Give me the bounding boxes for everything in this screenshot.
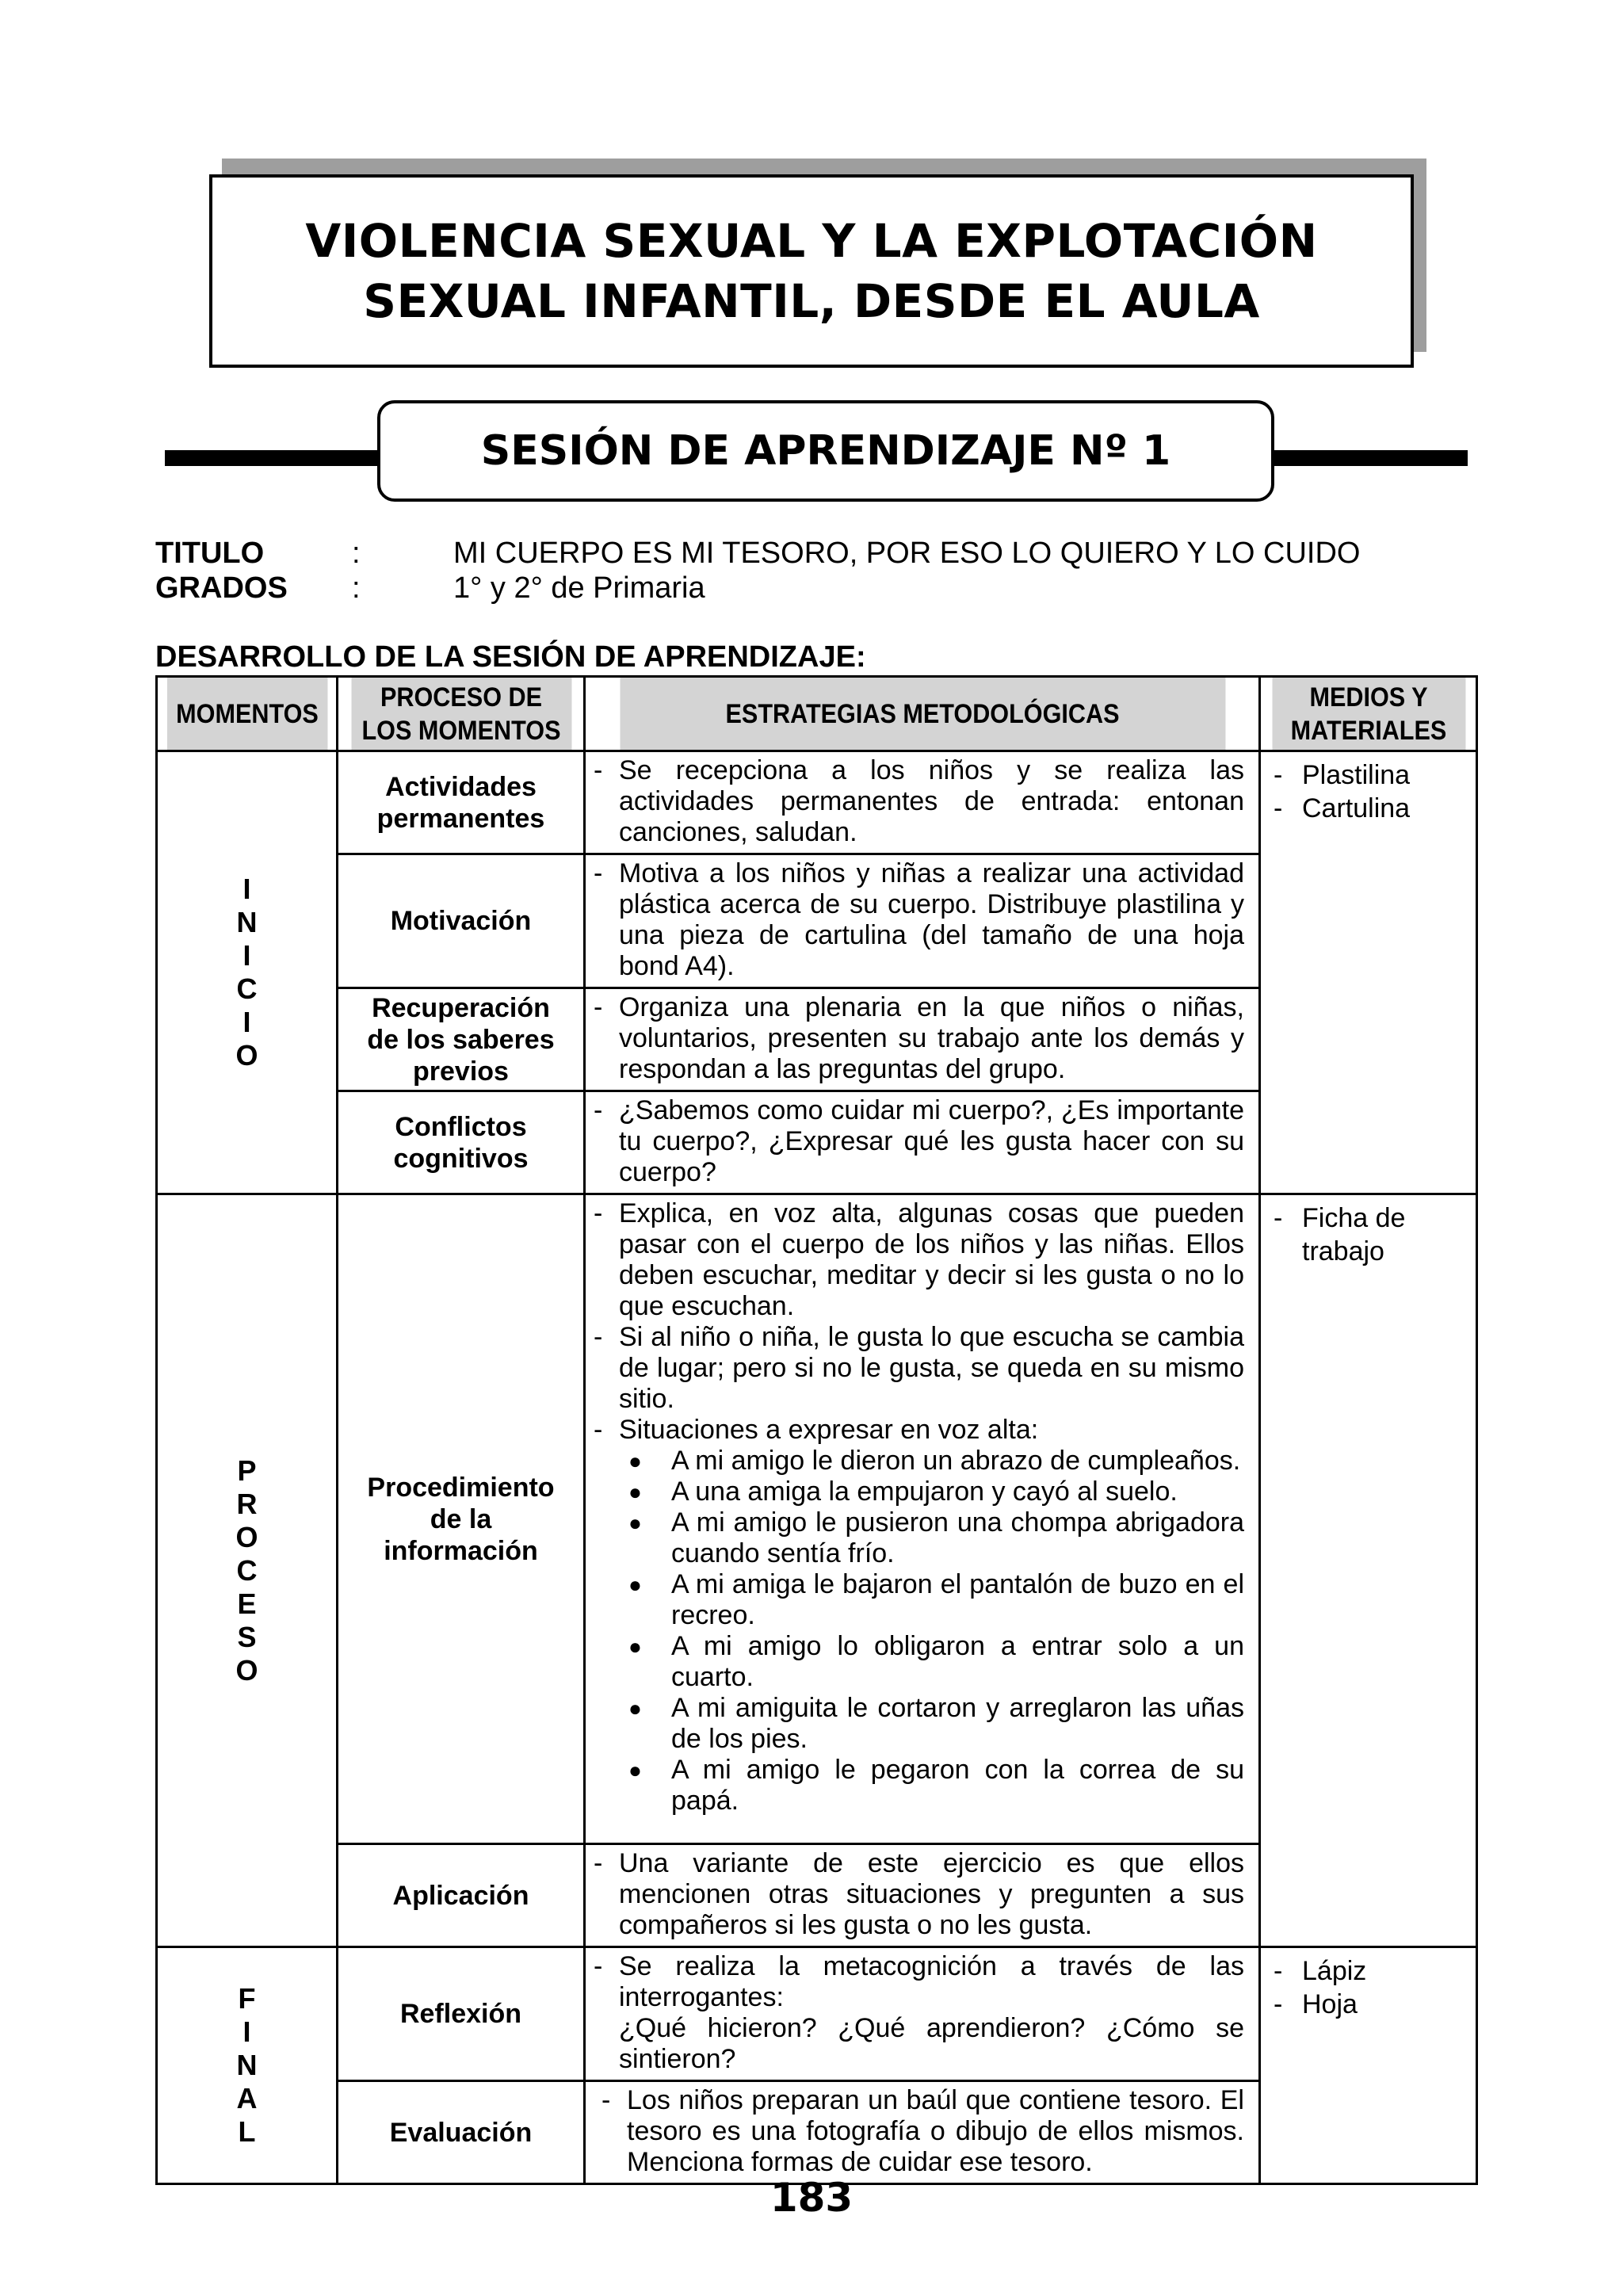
strategy-text: Organiza una plenaria en la que niños o niñas, voluntarios, presenten su trabajo ante los demás y respondan a las preguntas del grupo. [619,992,1244,1084]
header-proceso-line-1: PROCESO DE [380,682,542,712]
process-evaluacion [338,2081,585,2184]
document-title-line-2: SEXUAL INFANTIL, DESDE EL AULA [363,274,1260,328]
moment-letter: A [236,2082,258,2115]
grados-value: 1° y 2° de Primaria [453,571,705,605]
session-label-box [377,400,1274,502]
moment-letter: P [237,1454,257,1487]
process-label-line: de los saberes [367,1024,555,1055]
dash-marker: - [1274,1989,1283,2019]
strategy-cell [585,1947,1260,2081]
moment-letter: N [236,906,258,938]
process-label-line: Procedimiento [367,1472,555,1503]
session-label: SESIÓN DE APRENDIZAJE Nº 1 [480,427,1171,475]
dash-marker: - [594,755,603,785]
moment-inicio [157,751,338,1194]
strategy-text: Explica, en voz alta, algunas cosas que pueden pasar con el cuerpo de los niños y las niñas. Ellos deben escuchar, meditar y decir si les gusta o no lo que escuchan. [619,1198,1244,1321]
page-number: 183 [769,2175,854,2221]
process-label-line: Conflictos [395,1111,527,1142]
process-recuperacion [338,988,585,1091]
situation-text: A mi amiguita le cortaron y arreglaron las uñas de los pies. [671,1693,1244,1754]
strategy-text: Los niños preparan un baúl que contiene tesoro. El tesoro es una fotografía o dibujo de ellos mismos. Menciona formas de cuidar ese tesoro. [627,2085,1244,2177]
process-label-line: Reflexión [399,1999,522,2029]
moment-letter: N [236,2049,258,2081]
strategy-item [594,1198,1244,1322]
bullet-icon: ● [628,1696,642,1721]
grados-separator: : [352,571,361,605]
dash-marker: - [1274,760,1283,790]
moment-letter: F [238,1982,256,2015]
process-reflexion [338,1947,585,2081]
material-text: Hoja [1302,1989,1358,2019]
document-title-box [209,174,1414,368]
strategy-text [619,1951,1244,2075]
moment-letter: I [242,873,251,905]
material-item [1274,1954,1463,1988]
bullet-icon: ● [628,1572,642,1597]
moment-letter: I [242,1006,251,1038]
bullet-icon: ● [628,1511,642,1535]
material-item [1274,758,1463,792]
dash-marker: - [601,2085,611,2115]
strategy-cell [585,854,1260,988]
process-procedimiento [338,1194,585,1844]
situation-bullet [594,1693,1244,1755]
dash-marker: - [1274,793,1283,823]
table-row [157,751,1477,854]
process-label-line: información [384,1535,538,1566]
material-item [1274,792,1463,825]
header-proceso [349,677,572,751]
situation-text: A mi amigo le pegaron con la correa de su papá. [671,1755,1244,1816]
process-label-line: permanentes [376,803,545,834]
strategy-item [594,1415,1244,1446]
moment-letter: O [235,1039,258,1072]
moment-letter: I [242,939,251,972]
process-label-line: cognitivos [393,1143,529,1174]
situation-bullet [594,1507,1244,1569]
table-header-row [157,677,1477,751]
strategy-cell [585,2081,1260,2184]
header-medios-line-2: MATERIALES [1290,715,1446,746]
strategy-item [594,1095,1244,1188]
header-proceso-line-2: LOS MOMENTOS [361,715,561,746]
strategy-cell [585,1194,1260,1844]
strategy-text: Si al niño o niña, le gusta lo que escucha se cambia de lugar; pero si no le gusta, se queda en su mismo sitio. [619,1322,1244,1414]
titulo-separator: : [352,537,361,570]
strategy-text-line: ¿Qué hicieron? ¿Qué aprendieron? ¿Cómo se sintieron? [619,2013,1244,2074]
dash-marker: - [594,1951,603,1981]
moment-letter: R [236,1487,258,1520]
moment-letter: C [236,1553,258,1587]
document-title-line-1: VIOLENCIA SEXUAL Y LA EXPLOTACIÓN [305,214,1318,268]
moment-letter: S [237,1620,257,1653]
grados-key: GRADOS [155,571,288,605]
material-item [1274,1988,1463,2021]
situation-text: A mi amiga le bajaron el pantalón de buzo en el recreo. [671,1569,1244,1630]
process-label-line: Actividades [385,771,537,802]
strategy-item [594,1951,1244,2075]
header-momentos: MOMENTOS [166,677,328,751]
dash-marker: - [594,1198,603,1228]
header-medios-line-1: MEDIOS Y [1308,682,1428,712]
moment-proceso [157,1194,338,1947]
situation-bullet [594,1631,1244,1693]
strategy-item [594,2085,1244,2178]
process-label-line: Motivación [390,906,532,936]
material-text: Lápiz [1302,1956,1367,1986]
situation-bullet [594,1446,1244,1477]
process-motivacion [338,854,585,988]
material-text: Ficha de trabajo [1302,1203,1406,1266]
strategy-item [594,992,1244,1085]
dash-marker: - [594,992,603,1022]
material-item [1274,1201,1463,1268]
process-label-line: Aplicación [392,1880,529,1911]
dash-marker: - [594,1415,603,1445]
materials-proceso [1260,1194,1477,1947]
titulo-value: MI CUERPO ES MI TESORO, POR ESO LO QUIERO Y LO CUIDO [453,537,1361,570]
moment-letter: C [236,972,258,1005]
process-actividades-permanentes [338,751,585,854]
material-text: Cartulina [1302,793,1411,823]
material-text: Plastilina [1302,760,1411,790]
strategy-text: Se recepciona a los niños y se realiza las actividades permanentes de entrada: entonan canciones, saludan. [619,755,1244,847]
moment-letter: O [235,1653,258,1687]
strategy-text: Motiva a los niños y niñas a realizar una actividad plástica acerca de su cuerpo. Distribuye plastilina y una pieza de cartulina (del tamaño de una hoja bond A4). [619,858,1244,981]
titulo-key: TITULO [155,537,265,570]
strategy-item [594,1322,1244,1415]
dash-marker: - [594,1095,603,1125]
moment-letter: L [238,2115,256,2148]
situation-bullet [594,1569,1244,1631]
dash-marker: - [594,1322,603,1352]
bullet-icon: ● [628,1480,642,1504]
strategy-item [594,1848,1244,1941]
moment-final [157,1947,338,2184]
process-aplicacion [338,1844,585,1947]
situation-text: A mi amigo lo obligaron a entrar solo a un cuarto. [671,1631,1244,1692]
process-label-line: de la [430,1503,492,1534]
header-medios [1270,677,1466,751]
strategy-cell [585,1844,1260,1947]
dash-marker: - [1274,1956,1283,1986]
strategy-text-line: Se realiza la metacognición a través de las interrogantes: [619,1951,1244,2012]
header-estrategias: ESTRATEGIAS METODOLÓGICAS [618,677,1226,751]
strategy-item [594,755,1244,848]
situation-bullet [594,1755,1244,1817]
process-label-line: Recuperación [372,992,550,1023]
situation-text: A mi amigo le dieron un abrazo de cumpleaños. [671,1446,1241,1476]
section-heading: DESARROLLO DE LA SESIÓN DE APRENDIZAJE: [155,640,866,674]
strategy-text: ¿Sabemos como cuidar mi cuerpo?, ¿Es importante tu cuerpo?, ¿Expresar qué les gusta hacer con su cuerpo? [619,1095,1244,1187]
strategy-text: Situaciones a expresar en voz alta: [619,1415,1039,1445]
strategy-cell [585,988,1260,1091]
moment-letter: E [237,1587,257,1620]
dash-marker: - [594,858,603,888]
bullet-icon: ● [628,1634,642,1659]
strategy-cell [585,1091,1260,1194]
moment-letter: O [235,1520,258,1553]
session-table [155,675,1478,2185]
process-conflictos [338,1091,585,1194]
table-row [157,1947,1477,2081]
strategy-cell [585,751,1260,854]
dash-marker: - [1274,1203,1283,1233]
situation-bullet [594,1477,1244,1507]
materials-final [1260,1947,1477,2184]
process-label-line: Evaluación [389,2117,533,2148]
strategy-text: Una variante de este ejercicio es que ellos mencionen otras situaciones y pregunten a sus compañeros si les gusta o no les gusta. [619,1848,1244,1940]
strategy-item [594,858,1244,982]
bullet-icon: ● [628,1758,642,1782]
table-row [157,1194,1477,1844]
process-label-line: previos [413,1056,509,1087]
materials-inicio [1260,751,1477,1194]
situation-text: A mi amigo le pusieron una chompa abrigadora cuando sentía frío. [671,1507,1244,1568]
bullet-icon: ● [628,1449,642,1473]
dash-marker: - [594,1848,603,1878]
moment-letter: I [242,2015,251,2048]
situation-text: A una amiga la empujaron y cayó al suelo. [671,1477,1178,1507]
